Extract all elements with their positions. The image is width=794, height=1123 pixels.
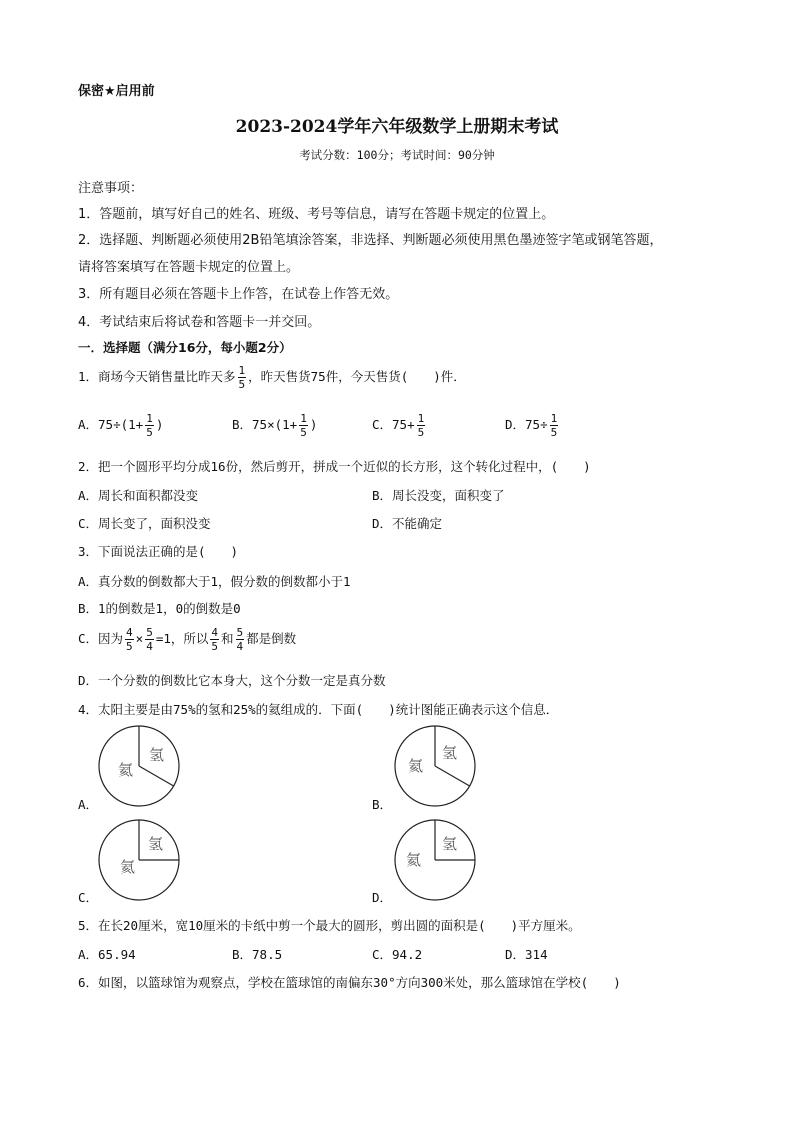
q2-option-c: C．周长变了，面积没变: [78, 516, 211, 531]
q3-option-a: A．真分数的倒数都大于1，假分数的倒数都小于1: [78, 574, 351, 589]
q4-option-b-label: B．: [372, 797, 393, 812]
notice-item: 1．答题前，填写好自己的姓名、班级、考号等信息，请写在答题卡规定的位置上。: [78, 207, 555, 222]
notice-item: 4．考试结束后将试卷和答题卡一并交回。: [78, 315, 321, 330]
exam-title: 2023-2024学年六年级数学上册期末考试: [235, 117, 559, 137]
q1-option-b: B．75×(1+ $\frac{1}{5}$ ): [232, 412, 318, 439]
question-4: 4．太阳主要是由75%的氢和25%的氦组成的．下面( )统计图能正确表示这个信息．: [78, 702, 559, 717]
pie-c-small-label: 氢: [148, 835, 164, 853]
notice-item: 请将答案填写在答题卡规定的位置上。: [78, 260, 300, 275]
pie-chart-b: [392, 723, 482, 809]
q5-option-c: C．94.2: [372, 947, 423, 962]
confidential-mark: 保密★启用前: [78, 84, 155, 99]
q1-option-a: A．75÷(1+ $\frac{1}{5}$ ): [78, 412, 164, 439]
pie-a-small-label: 氢: [149, 746, 165, 764]
q2-option-a: A．周长和面积都没变: [78, 488, 199, 503]
q4-option-c-label: C．: [78, 890, 99, 905]
question-6: 6．如图，以篮球馆为观察点，学校在篮球馆的南偏东30°方向300米处，那么篮球馆在学校( ): [78, 975, 621, 990]
notice-heading: 注意事项：: [78, 181, 144, 196]
pie-b-big-label: 氦: [408, 757, 424, 775]
q3-option-d: D．一个分数的倒数比它本身大，这个分数一定是真分数: [78, 673, 386, 688]
pie-chart-d: [392, 817, 482, 903]
q4-option-a-label: A．: [78, 797, 99, 812]
question-1: [78, 364, 466, 391]
q3-option-c: C．因为 $\frac{4}{5}$ × $\frac{5}{4}$ =1，所以 $\frac{4}{5}$ 和 $\frac{5}{4}$ 都是倒数: [78, 626, 297, 653]
question-5: 5．在长20厘米，宽10厘米的卡纸中剪一个最大的圆形，剪出圆的面积是( )平方厘米。: [78, 918, 581, 933]
q1-post: ，昨天售货75件，今天售货( )件．: [248, 369, 466, 384]
q2-option-b: B．周长没变，面积变了: [372, 488, 505, 503]
notice-item: 2．选择题、判断题必须使用2B铅笔填涂答案，非选择、判断题必须使用黑色墨迹签字笔或钢笔答题，: [78, 233, 663, 248]
pie-a-big-label: 氦: [118, 761, 134, 779]
question-2: 2．把一个圆形平均分成16份，然后剪开，拼成一个近似的长方形，这个转化过程中，( ): [78, 459, 591, 474]
pie-chart-a: [96, 723, 186, 809]
pie-b-small-label: 氢: [442, 744, 458, 762]
q2-option-d: D．不能确定: [372, 516, 443, 531]
q1-option-d: D．75÷ $\frac{1}{5}$: [505, 412, 558, 439]
q5-option-b: B．78.5: [232, 947, 283, 962]
question-3: 3．下面说法正确的是( ): [78, 544, 239, 559]
pie-d-big-label: 氦: [406, 851, 422, 869]
q1-pre: 1．商场今天销售量比昨天多: [78, 369, 236, 384]
section-heading: 一．选择题（满分16分，每小题2分）: [78, 340, 292, 355]
q1-option-c: C．75+ $\frac{1}{5}$: [372, 412, 425, 439]
notice-item: 3．所有题目必须在答题卡上作答，在试卷上作答无效。: [78, 287, 399, 302]
q3-option-b: B．1的倒数是1，0的倒数是0: [78, 601, 241, 616]
fraction: $\frac{1}{5}$: [238, 364, 246, 391]
pie-chart-c: [96, 817, 186, 903]
q4-option-d-label: D．: [372, 890, 393, 905]
pie-c-big-label: 氦: [120, 858, 136, 876]
pie-d-small-label: 氢: [442, 835, 458, 853]
q5-option-a: A．65.94: [78, 947, 136, 962]
q5-option-d: D．314: [505, 947, 548, 962]
exam-info: 考试分数：100分；考试时间：90分钟: [299, 148, 495, 162]
